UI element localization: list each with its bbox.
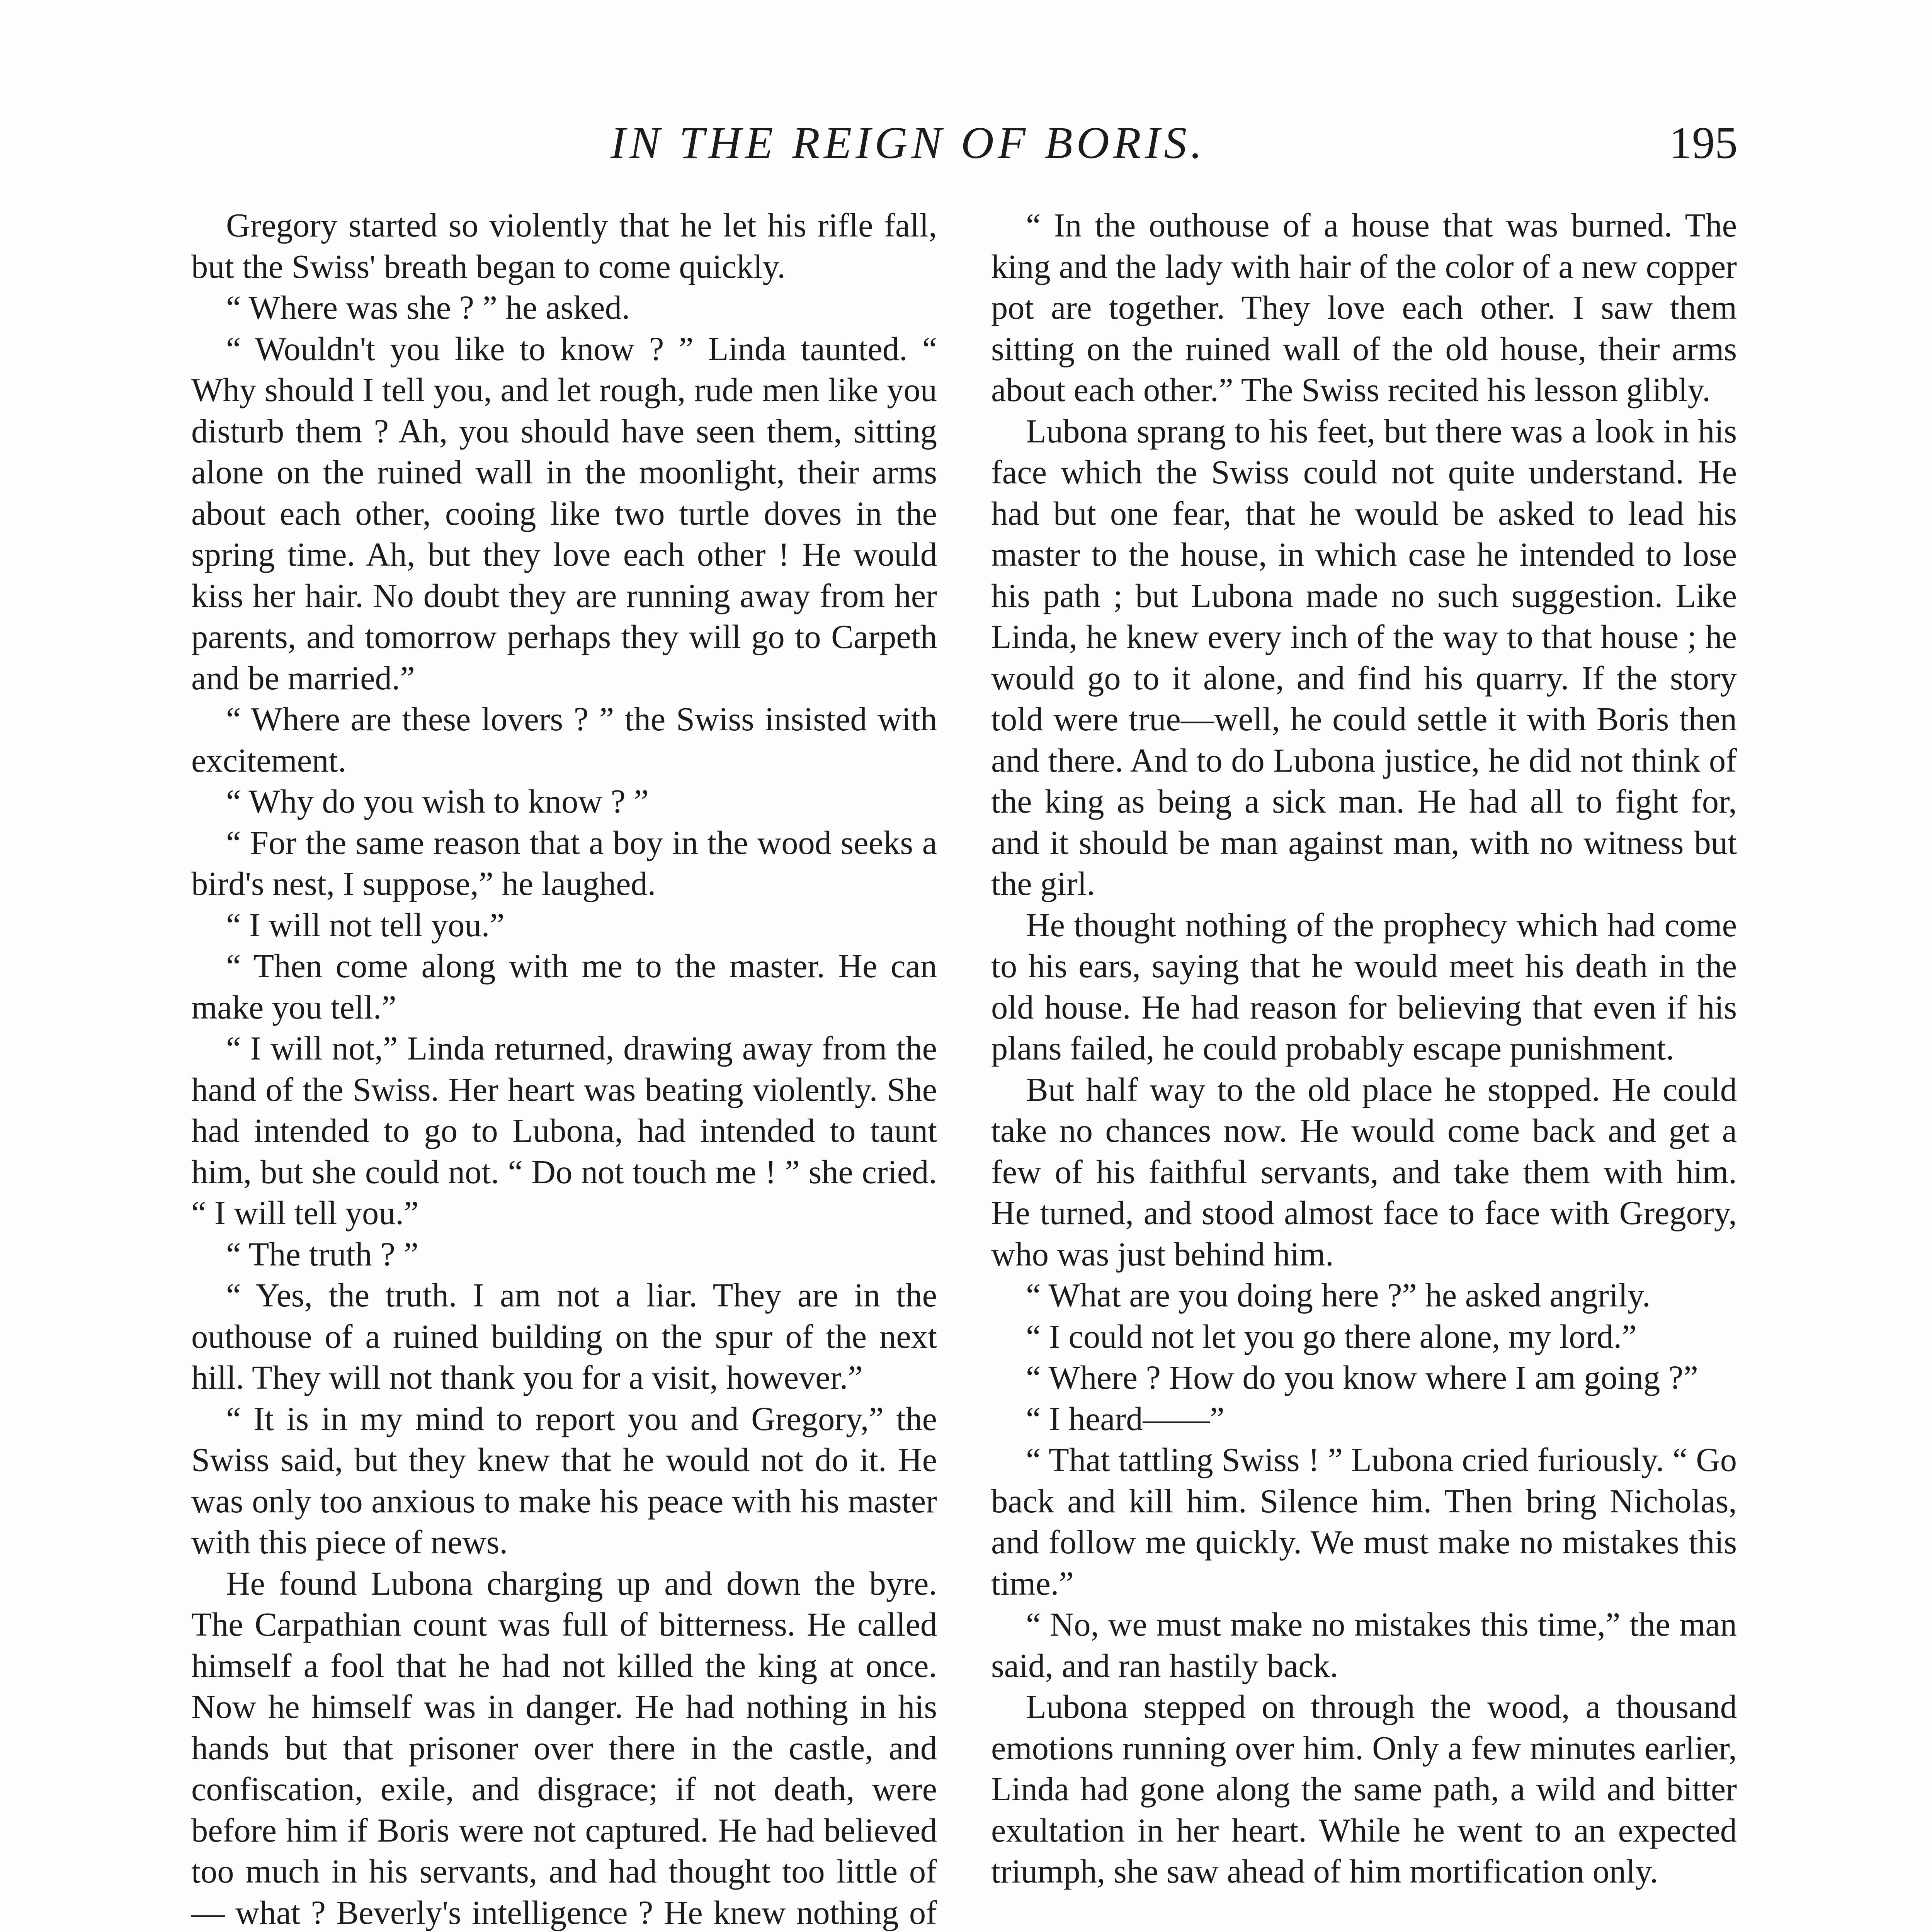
paragraph: Lubona sprang to his feet, but there was a look in his face which the Swiss could not quite understand. He had but one fear, that he would be asked to lead his master to the house, in which case he intended to lose his path ; but Lubona made no such suggestion. Like Linda, he knew every inch of the way to that house ; he would go to it alone, and find his quarry. If the story told were true—well, he could settle it with Boris then and there. And to do Lubona justice, he did not think of the king as being a sick man. He had all to fight for, and it should be man against man, with no witness but the girl. <box>991 412 1737 902</box>
paragraph: He found Lubona charging up and down the byre. The Carpathian count was full of bitterness. He called himself a fool that he had not killed the king at once. Now he himself was in danger. He had nothing in his hands but that prisoner over there in the castle, and confiscation, exile, and disgrace; if not death, were before him if Boris were not captured. He had believed too much in his servants, and had thought too little of — what ? Beverly's intelligence ? He knew nothing of <box>191 1565 937 1931</box>
paragraph: “ For the same reason that a boy in the wood seeks a bird's nest, I suppose,” he laughed. <box>191 824 937 902</box>
paragraph: “ Yes, the truth. I am not a liar. They are in the outhouse of a ruined building on the spur of the next hill. They will not thank you for a visit, however.” <box>191 1277 937 1396</box>
paragraph: “ I will not,” Linda returned, drawing away from the hand of the Swiss. Her heart was beating violently. She had intended to go to Lubona, had intended to taunt him, but she could not. “ Do not touch me ! ” she cried. “ I will tell you.” <box>191 1030 937 1231</box>
paragraph: “ It is in my mind to report you and Gregory,” the Swiss said, but they knew that he would not do it. He was only too anxious to make his peace with his master with this piece of news. <box>191 1400 937 1561</box>
paragraph: “ I will not tell you.” <box>226 906 505 944</box>
paragraph: Gregory started so violently that he let his rifle fall, but the Swiss' breath began to come quickly. <box>191 207 937 285</box>
paragraph: “ The truth ? ” <box>226 1235 418 1273</box>
paragraph: “ Where was she ? ” he asked. <box>226 289 630 326</box>
paragraph: “ What are you doing here ?” he asked angrily. <box>1026 1277 1651 1314</box>
paragraph: Lubona stepped on through the wood, a thousand emotions running over him. Only a few minutes earlier, Linda had gone along the same path, a wild and bitter exultation in her heart. While he went to an expected triumph, she saw ahead of him mortification only. <box>991 1688 1737 1890</box>
running-head <box>0 116 1932 170</box>
paragraph: “ I heard——” <box>1026 1400 1225 1437</box>
chapter-heading <box>991 1892 1737 1932</box>
right-column <box>991 205 1737 1932</box>
paragraph: “ Where are these lovers ? ” the Swiss insisted with excitement. <box>191 701 937 779</box>
paragraph: But half way to the old place he stopped. He could take no chances now. He would come back and get a few of his faithful servants, and take them with him. He turned, and stood almost face to face with Gregory, who was just behind him. <box>991 1071 1737 1273</box>
left-column <box>191 205 937 1932</box>
paragraph: He thought nothing of the prophecy which had come to his ears, saying that he would meet his death in the old house. He had reason for believing that even if his plans failed, he could probably escape punishment. <box>991 906 1737 1067</box>
paragraph: “ That tattling Swiss ! ” Lubona cried furiously. “ Go back and kill him. Silence him. Then bring Nicholas, and follow me quickly. We must make no mistakes this time.” <box>991 1441 1737 1602</box>
running-title: IN THE REIGN OF BORIS. <box>611 117 1206 168</box>
page-number: 195 <box>1669 117 1738 168</box>
paragraph: “ No, we must make no mistakes this time,” the man said, and ran hastily back. <box>991 1606 1737 1684</box>
paragraph: “ Where ? How do you know where I am going ?” <box>1026 1359 1698 1396</box>
paragraph: “ Why do you wish to know ? ” <box>226 783 649 820</box>
paragraph: “ I could not let you go there alone, my lord.” <box>1026 1318 1637 1355</box>
paragraph: “ Then come along with me to the master. He can make you tell.” <box>191 947 937 1026</box>
paragraph: “ Wouldn't you like to know ? ” Linda taunted. “ Why should I tell you, and let rough, rude men like you disturb them ? Ah, you should have seen them, sitting alone on the ruined wall in the moonlight, their arms about each other, cooing like two turtle doves in the spring time. Ah, but they love each other ! He would kiss her hair. No doubt they are running away from her parents, and tomorrow perhaps they will go to Carpeth and be married.” <box>191 330 937 697</box>
paragraph: “ In the outhouse of a house that was burned. The king and the lady with hair of the color of a new copper pot are together. They love each other. I saw them sitting on the ruined wall of the old house, their arms about each other.” The Swiss recited his lesson glibly. <box>991 207 1737 408</box>
